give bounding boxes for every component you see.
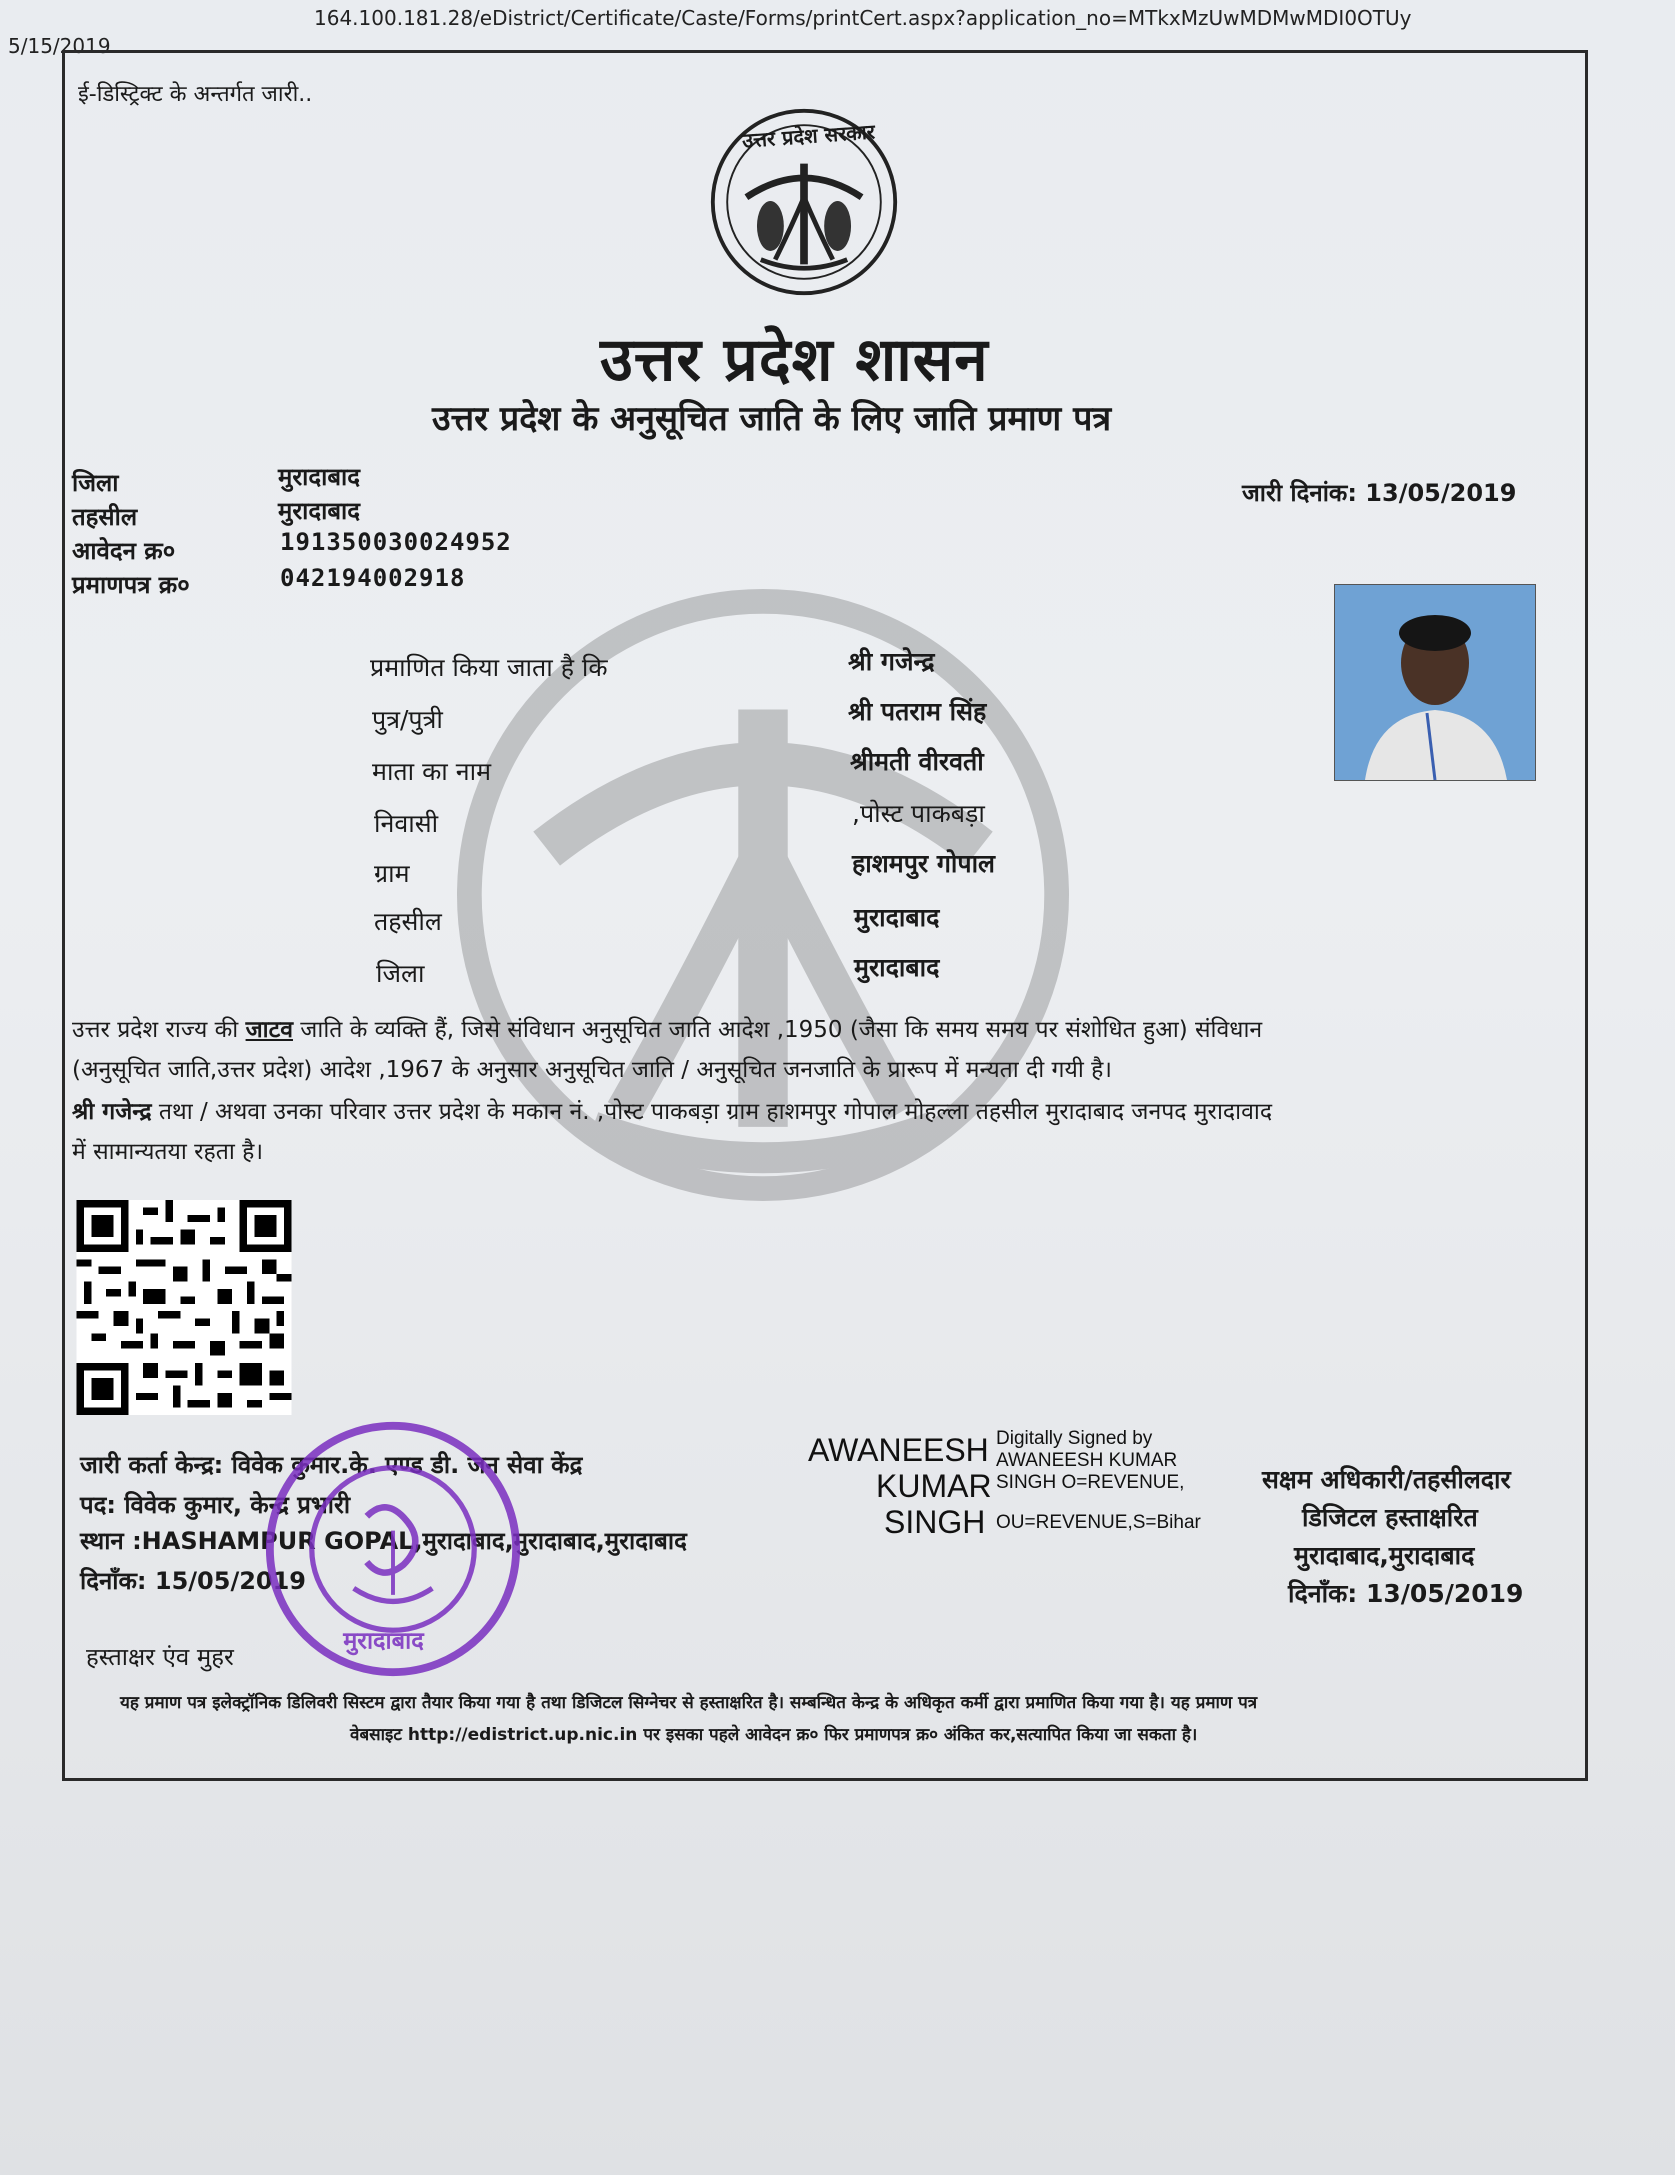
issuer-post: पद: विवेक कुमार, केन्द्र प्रभारी — [80, 1491, 351, 1519]
qr-code — [75, 1200, 293, 1415]
meta-value-certificate-no: 042194002918 — [280, 564, 466, 592]
authority-date: दिनाँक: 13/05/2019 — [1288, 1579, 1524, 1608]
issuer-date: दिनाँक: 15/05/2019 — [80, 1567, 307, 1595]
signature-detail-4: OU=REVENUE,S=Bihar — [996, 1512, 1201, 1533]
statement-line-1b: जाति के व्यक्ति हैं, जिसे संविधान अनुसूचित जाति आदेश ,1950 (जैसा कि समय समय पर संशोधित हुआ) संविधान — [292, 1017, 1263, 1043]
authority-title: सक्षम अधिकारी/तहसीलदार — [1262, 1465, 1511, 1494]
meta-value-application-no: 19135003002495​2 — [280, 528, 512, 556]
field-value-father: श्री पतराम सिंह — [848, 697, 987, 726]
field-label-mother: माता का नाम — [372, 757, 492, 786]
signature-detail-3: SINGH O=REVENUE, — [996, 1472, 1185, 1493]
field-label-village: ग्राम — [374, 859, 410, 888]
meta-value-district: मुरादाबाद — [278, 463, 361, 491]
statement-line-1 — [72, 1012, 1262, 1044]
statement-line-2: (अनुसूचित जाति,उत्तर प्रदेश) आदेश ,1967 के अनुसार अनुसूचित जाति / अनुसूचित जनजाति के प्रारूप में मन्यता दी गयी है। — [72, 1057, 1113, 1083]
issue-date: जारी दिनांक: 13/05/2019 — [1242, 479, 1517, 507]
meta-label-certificate-no: प्रमाणपत्र क्र० — [72, 571, 190, 599]
authority-digital: डिजिटल हस्ताक्षरित — [1302, 1503, 1478, 1532]
print-date: 5/15/2019 — [8, 34, 111, 58]
meta-label-district: जिला — [72, 469, 119, 497]
statement-name: श्री गजेन्द्र — [72, 1099, 152, 1125]
field-label-certified: प्रमाणित किया जाता है कि — [370, 653, 608, 682]
issuer-sign-label: हस्ताक्षर एंव मुहर — [86, 1643, 234, 1671]
field-value-name: श्री गजेन्द्र — [848, 647, 935, 676]
page-title: उत्तर प्रदेश शासन — [600, 325, 989, 395]
print-url: 164.100.181.28/eDistrict/Certificate/Caste/Forms/printCert.aspx?application_no=MTkxMzUwMDMwMDI0OTUy — [314, 6, 1412, 30]
field-value-district: मुरादाबाद — [854, 953, 940, 982]
seal-stamp — [262, 1418, 524, 1680]
field-value-resident: ,पोस्ट पाकबड़ा — [852, 799, 985, 828]
statement-line-3 — [72, 1094, 1272, 1126]
footer-note-1: यह प्रमाण पत्र इलेक्ट्रॉनिक डिलिवरी सिस्टम द्वारा तैयार किया गया है तथा डिजिटल सिग्नेचर से हस्ताक्षरित है। सम्बन्धित केन्द्र के अधिकृत कर्मी द्वारा प्रमाणित किया गया है। यह प्रमाण पत्र — [120, 1693, 1258, 1713]
signature-detail-1: Digitally Signed by — [996, 1428, 1153, 1449]
statement-line-4: में सामान्यतया रहता है। — [72, 1139, 264, 1165]
issued-under: ई-डिस्ट्रिक्ट के अन्तर्गत जारी.. — [78, 82, 313, 107]
emblem-text: उत्तर प्रदेश सरकार — [741, 119, 876, 153]
caste-name: जाटव — [245, 1017, 293, 1043]
issuer-place: स्थान :HASHAMPUR GOPAL,मुरादाबाद,मुरादाबाद,मुरादाबाद — [80, 1527, 687, 1555]
meta-label-tehsil: तहसील — [72, 503, 138, 531]
field-label-tehsil: तहसील — [374, 907, 442, 936]
applicant-photo — [1334, 584, 1536, 781]
signer-name-line-2: KUMAR — [876, 1468, 992, 1504]
field-value-village: हाशमपुर गोपाल — [852, 849, 996, 878]
stamp-text: मुरादाबाद — [343, 1626, 424, 1655]
page-subtitle: उत्तर प्रदेश के अनुसूचित जाति के लिए जाति प्रमाण पत्र — [432, 399, 1112, 439]
statement-line-3-text: तथा / अथवा उनका परिवार उत्तर प्रदेश के मकान नं. ,पोस्ट पाकबड़ा ग्राम हाशमपुर गोपाल मोहल्ला तहसील मुरादाबाद जनपद मुरादावाद — [151, 1099, 1273, 1125]
footer-note-2: वेबसाइट http://edistrict.up.nic.in पर इसका पहले आवेदन क्र० फिर प्रमाणपत्र क्र० अंकित कर,सत्यापित किया जा सकता है। — [350, 1725, 1198, 1745]
meta-value-tehsil: मुरादाबाद — [278, 497, 361, 525]
signer-name-line-3: SINGH — [884, 1504, 986, 1540]
statement-line-1a: उत्तर प्रदेश राज्य की — [72, 1017, 246, 1043]
field-label-resident: निवासी — [374, 809, 439, 838]
field-value-mother: श्रीमती वीरवती — [850, 747, 984, 776]
field-label-son-of: पुत्र/पुत्री — [372, 705, 443, 734]
field-label-district: जिला — [376, 959, 425, 988]
issuer-center: जारी कर्ता केन्द्र: विवेक कुमार.के. एण्ड डी. जन सेवा केंद्र — [80, 1451, 583, 1479]
signer-name-line-1: AWANEESH — [808, 1432, 989, 1468]
meta-label-application-no: आवेदन क्र० — [72, 537, 176, 565]
signature-detail-2: AWANEESH KUMAR — [996, 1450, 1178, 1471]
authority-location: मुरादाबाद,मुरादाबाद — [1294, 1541, 1475, 1570]
field-value-tehsil: मुरादाबाद — [854, 903, 940, 932]
